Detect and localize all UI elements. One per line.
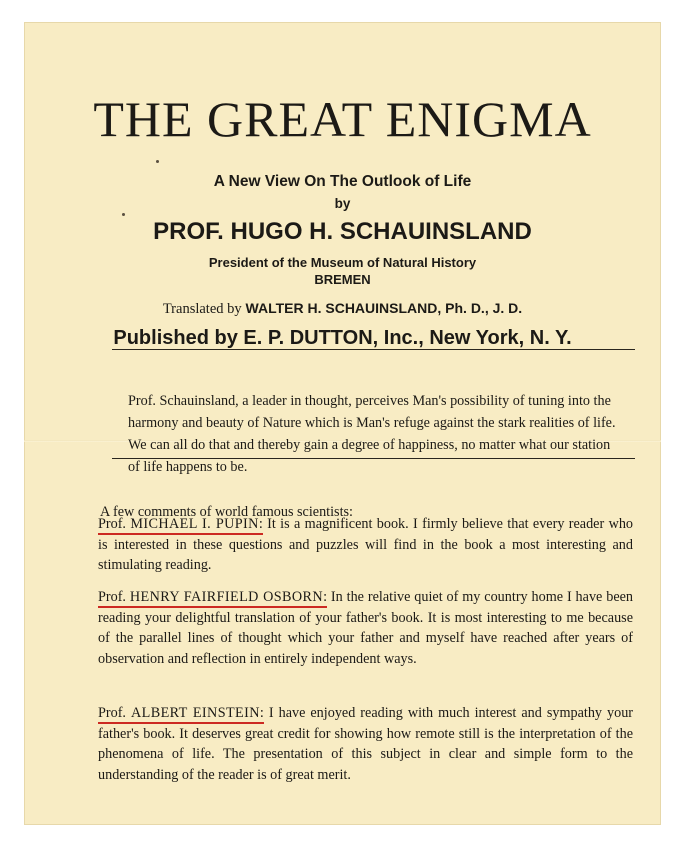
- author-name: PROF. HUGO H. SCHAUINSLAND: [153, 218, 532, 245]
- ink-speck: [122, 213, 125, 216]
- publisher-line: Published by E. P. DUTTON, Inc., New York, N. Y.: [113, 327, 572, 349]
- comment-pupin: [98, 514, 633, 576]
- comment-osborn: [98, 587, 633, 669]
- translator-line: [24, 300, 661, 318]
- comment-colon: :: [258, 516, 263, 532]
- comment-text: It is a magnificent book. I firmly believe that every reader who is interested in these questions and puzzles will find in the book a most interesting and stimulating reading.: [98, 516, 634, 574]
- comment-author: [98, 705, 264, 724]
- comment-author-name: ALBERT EINSTEIN: [131, 705, 260, 721]
- comment-author: [98, 589, 327, 608]
- document-subtitle: A New View On The Outlook of Life: [213, 173, 472, 190]
- comment-author-name: MICHAEL I. PUPIN: [130, 516, 259, 532]
- by-line: by: [334, 196, 351, 211]
- document-title: THE GREAT ENIGMA: [93, 91, 592, 147]
- comment-author-name: HENRY FAIRFIELD OSBORN: [129, 589, 324, 605]
- comment-author: [98, 516, 263, 535]
- author-role: President of the Museum of Natural History: [208, 255, 477, 270]
- divider-bottom: [112, 458, 635, 459]
- comment-text: In the relative quiet of my country home I have been reading your delightful translation of your father's book. It is most interesting to me because of the parallel lines of thought which your father and myself have reached after years of observation and reflection in entirely independent ways.: [98, 589, 634, 667]
- comment-author-prefix: Prof.: [98, 705, 126, 721]
- comment-author-prefix: Prof.: [98, 589, 126, 605]
- comments-intro: A few comments of world famous scientists:: [100, 504, 353, 520]
- comment-author-prefix: Prof.: [98, 516, 126, 532]
- description-paragraph: Prof. Schauinsland, a leader in thought, perceives Man's possibility of tuning into the harmony and beauty of Nature which is Man's refuge against the stark realities of life. We can all do that and thereby gain a degree of happiness, no matter what our station of life happens to be.: [128, 393, 616, 475]
- comment-einstein: [98, 703, 633, 785]
- translator-prefix: Translated by: [162, 301, 242, 317]
- author-city: BREMEN: [314, 272, 371, 287]
- translator-name: WALTER H. SCHAUINSLAND, Ph. D., J. D.: [245, 300, 523, 316]
- ink-speck: [156, 160, 159, 163]
- comment-text: I have enjoyed reading with much interest and sympathy your father's book. It deserves great credit for showing how remote still is the interpretation of the phenomena of life. The presentation of this subject in clear and simple form to the understanding of the reader is of great merit.: [98, 705, 634, 783]
- flyer-page: [24, 22, 661, 825]
- comment-colon: :: [259, 705, 264, 721]
- divider-top: [112, 349, 635, 350]
- comment-colon: :: [323, 589, 328, 605]
